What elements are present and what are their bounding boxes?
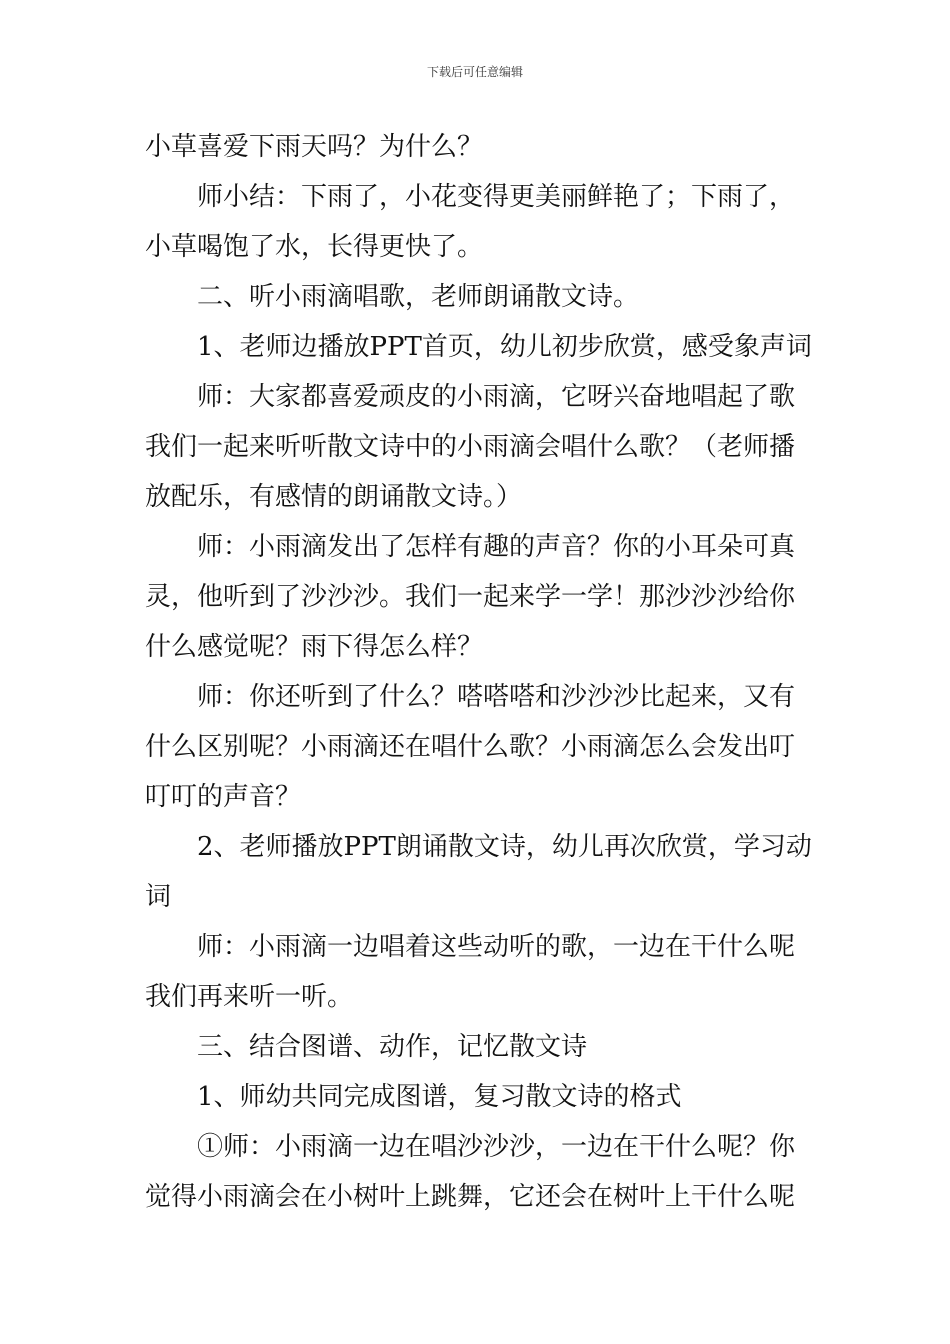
text-line: 什么感觉呢？雨下得怎么样？ [145,632,484,662]
text-line: 我们再来听一听。 [145,982,354,1012]
page-header: 下载后可任意编辑 [426,65,523,79]
text-line: 灵，他听到了沙沙沙。我们一起来学一学！那沙沙沙给你 [145,582,796,612]
text-line: 什么区别呢？小雨滴还在唱什么歌？小雨滴怎么会发出叮 [145,732,796,762]
text-line: 1、师幼共同完成图谱，复习散文诗的格式 [197,1082,682,1112]
text-line: 师：小雨滴一边唱着这些动听的歌，一边在干什么呢 [197,932,796,962]
text-line: 师：你还听到了什么？嗒嗒嗒和沙沙沙比起来，又有 [197,682,796,712]
document-body [145,122,812,1222]
text-line: 放配乐，有感情的朗诵散文诗。） [145,482,523,512]
text-line: 小草喝饱了水，长得更快了。 [145,232,484,262]
section-heading: 三、结合图谱、动作，记忆散文诗 [197,1032,588,1062]
text-line: 叮叮的声音？ [145,782,302,812]
text-line: 2、老师播放PPT朗诵散文诗，幼儿再次欣赏，学习动 [197,832,812,862]
text-line: 1、老师边播放PPT首页，幼儿初步欣赏，感受象声词 [197,332,812,362]
text-line: 觉得小雨滴会在小树叶上跳舞，它还会在树叶上干什么呢 [145,1182,796,1212]
text-line: 词 [145,882,172,912]
text-line: 我们一起来听听散文诗中的小雨滴会唱什么歌？（老师播 [145,432,796,462]
text-line: ①师：小雨滴一边在唱沙沙沙，一边在干什么呢？你 [197,1132,796,1162]
text-line: 师：大家都喜爱顽皮的小雨滴，它呀兴奋地唱起了歌 [197,382,796,412]
text-line: 小草喜爱下雨天吗？为什么？ [145,132,484,162]
text-line: 师：小雨滴发出了怎样有趣的声音？你的小耳朵可真 [197,532,796,562]
section-heading: 二、听小雨滴唱歌，老师朗诵散文诗。 [197,282,640,312]
text-line: 师小结：下雨了，小花变得更美丽鲜艳了；下雨了， [197,182,796,212]
